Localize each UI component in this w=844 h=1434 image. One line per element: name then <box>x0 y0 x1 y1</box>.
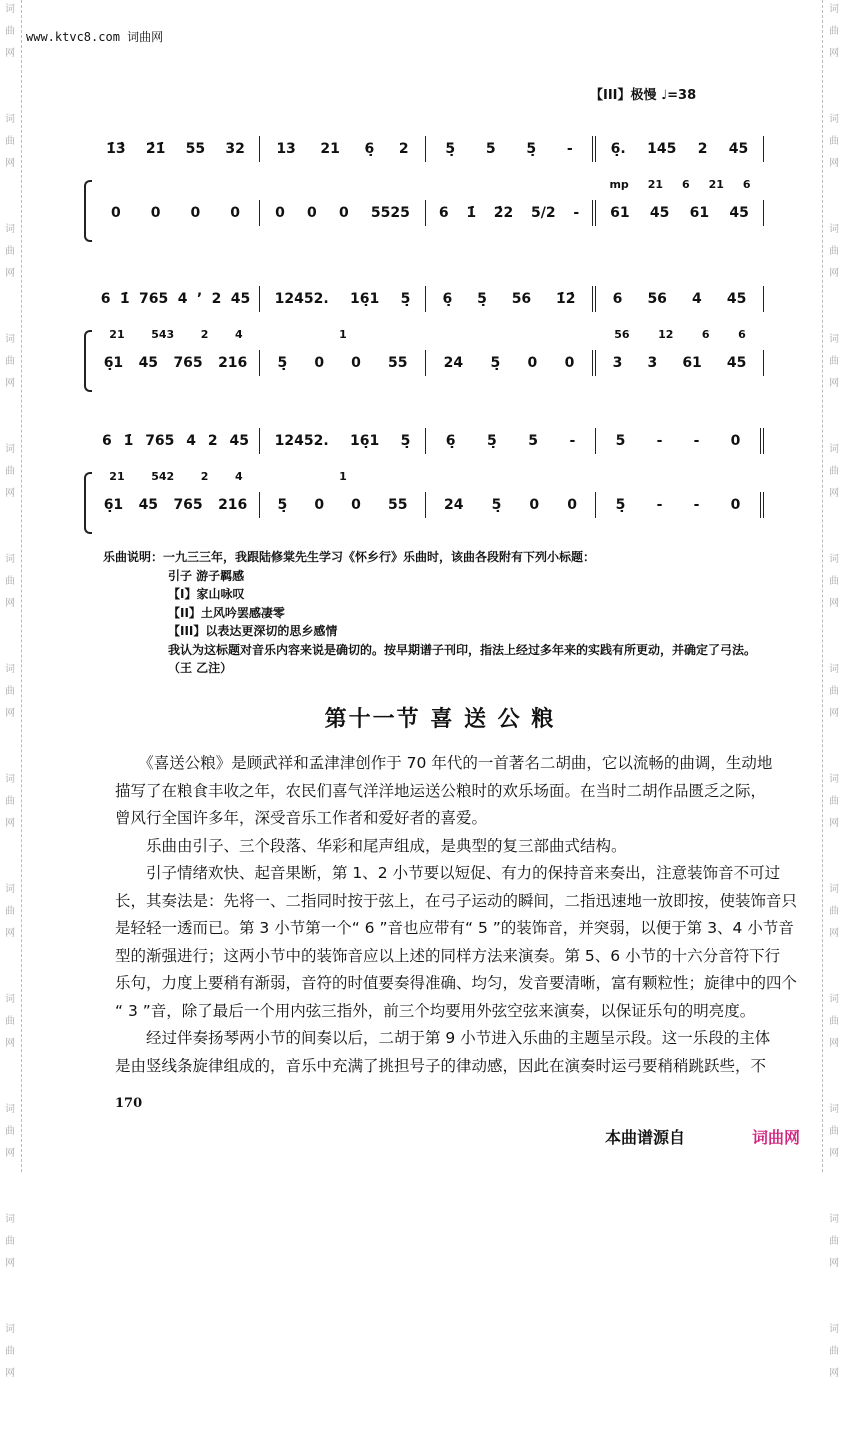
paragraph-line: 是轻轻一透而已。第 3 小节第一个“ 6 ”音也应带有“ 5 ”的装饰音，并突弱，以便于第 3、4 小节音 <box>115 919 794 937</box>
measure <box>596 350 764 376</box>
watermark-char: 词 <box>5 1214 15 1225</box>
note-token: 55 <box>387 355 408 371</box>
note-token: 0 <box>351 497 361 513</box>
note-token: - <box>656 433 663 449</box>
note-token: 5̣ <box>400 433 411 449</box>
measure <box>260 326 426 342</box>
measure <box>92 428 260 454</box>
watermark-char: 网 <box>829 928 839 939</box>
note-token: 1̇2̇ <box>556 291 576 307</box>
score-system <box>92 118 764 248</box>
note-token: 21 <box>109 327 125 341</box>
watermark-char: 词 <box>5 334 15 345</box>
note-token: 32 <box>225 141 245 157</box>
note-token: 6 <box>100 291 111 307</box>
measure <box>92 136 260 162</box>
paragraph-line: 乐曲由引子、三个段落、华彩和尾声组成，是典型的复三部曲式结构。 <box>115 836 627 855</box>
watermark-char: 网 <box>829 1038 839 1049</box>
note-token: 542 <box>151 469 175 483</box>
measure <box>596 326 764 342</box>
watermark-char: 词 <box>5 4 15 15</box>
section-title: 第十一节 喜 送 公 粮 <box>324 707 556 732</box>
note-token: 2 <box>200 469 209 483</box>
staff-bracket-icon <box>84 180 92 242</box>
note-token: 6̣ <box>445 433 456 449</box>
note-token: 61 <box>682 355 702 371</box>
measure <box>260 136 426 162</box>
left-margin-line <box>21 0 22 1172</box>
note-token: 6 <box>738 327 746 341</box>
watermark-char: 网 <box>5 708 15 719</box>
note-token: 61 <box>689 205 710 221</box>
watermark-char: 词 <box>829 224 839 235</box>
note-token: 0 <box>190 205 201 221</box>
note-token: 0 <box>730 433 741 449</box>
note-token: 5̣ <box>477 291 487 307</box>
notes-line: 引子 游子羁感 <box>168 568 245 583</box>
watermark-char: 曲 <box>5 686 15 697</box>
watermark-char: 网 <box>5 1368 15 1379</box>
right-margin-line <box>822 0 823 1172</box>
note-token: 5̣ <box>486 433 497 449</box>
note-token: 0 <box>564 355 575 371</box>
note-token: mp <box>609 177 629 191</box>
staff-bracket-icon <box>84 472 92 534</box>
note-token: 6 <box>101 433 112 449</box>
watermark-char: 曲 <box>5 246 15 257</box>
measure <box>426 136 596 162</box>
watermark-char: 网 <box>5 1148 15 1159</box>
note-token: 6̣1 <box>103 497 124 513</box>
note-token: 1̇ <box>119 291 130 307</box>
note-token: 2 <box>207 433 218 449</box>
source-label: 本曲谱源自 <box>605 1128 686 1147</box>
note-token: 45 <box>138 497 159 513</box>
watermark-char: 词 <box>829 664 839 675</box>
watermark-char: 曲 <box>5 576 15 587</box>
measure <box>260 492 426 518</box>
notes-line: 【II】土风吟罢感凄零 <box>168 605 285 620</box>
note-token: 16̣1 <box>350 291 380 307</box>
note-token: 5 <box>615 433 626 449</box>
watermark-char: 曲 <box>829 796 839 807</box>
note-token: 765 <box>145 433 175 449</box>
note-token: 1̇3̇ <box>106 141 126 157</box>
measure <box>92 326 260 342</box>
note-token: 765 <box>139 291 169 307</box>
measure <box>426 350 596 376</box>
watermark-char: 曲 <box>5 136 15 147</box>
watermark-char: 曲 <box>5 1236 15 1247</box>
note-token: 6̣ <box>364 141 375 157</box>
watermark-char: 网 <box>5 818 15 829</box>
note-token: - <box>566 141 573 157</box>
note-token: 0 <box>338 205 349 221</box>
watermark-char: 词 <box>5 1324 15 1335</box>
note-token: 13 <box>276 141 296 157</box>
note-token: 216 <box>218 497 248 513</box>
paragraph-line: 是由竖线条旋律组成的，音乐中充满了挑担号子的律动感，因此在演奏时运弓要稍稍跳跃些，不 <box>115 1056 767 1075</box>
note-token: 45 <box>726 355 747 371</box>
watermark-char: 曲 <box>5 466 15 477</box>
note-token: 2 <box>697 141 708 157</box>
site-header[interactable]: www.ktvc8.com 词曲网 <box>26 30 164 44</box>
note-token: 21 <box>708 177 724 191</box>
note-token: 12 <box>658 327 674 341</box>
watermark-char: 网 <box>5 158 15 169</box>
note-token: 45 <box>729 205 749 221</box>
note-token: 5̣ <box>526 141 537 157</box>
note-token: 0 <box>527 355 538 371</box>
watermark-char: 网 <box>829 488 839 499</box>
note-token: 3 <box>647 355 658 371</box>
watermark-char: 网 <box>829 1368 839 1379</box>
note-token: 6 <box>438 205 449 221</box>
note-token: 5/2 <box>531 205 556 221</box>
watermark-char: 曲 <box>829 1016 839 1027</box>
watermark-char: 词 <box>829 1104 839 1115</box>
note-token: 5̣ <box>277 497 288 513</box>
note-token: 2 <box>211 291 222 307</box>
note-token: 16̣1 <box>350 433 380 449</box>
note-token: 55 <box>387 497 408 513</box>
watermark-char: 词 <box>829 444 839 455</box>
watermark-char: 曲 <box>5 1016 15 1027</box>
note-token: 5̣ <box>277 355 288 371</box>
notes-line: 【III】以表达更深切的思乡感情 <box>168 624 338 638</box>
note-token: - <box>693 433 700 449</box>
watermark-char: 曲 <box>829 1126 839 1137</box>
note-token: 5̣ <box>615 497 626 513</box>
measure <box>426 176 596 192</box>
lower-staff <box>92 492 764 518</box>
note-token: - <box>569 433 576 449</box>
tempo-marking: 【III】极慢 ♩=38 <box>590 88 697 103</box>
notes-line: 我认为这标题对音乐内容来说是确切的。按早期谱子刊印，指法上经过多年来的实践有所更动，并确定了弓法。 <box>168 642 757 657</box>
watermark-char: 曲 <box>829 356 839 367</box>
watermark-char: 词 <box>5 1104 15 1115</box>
paragraph-line: 长，其奏法是：先将一、二指同时按于弦上，在弓子运动的瞬间，二指迅速地一放即按，使装饰音只 <box>115 891 798 910</box>
page-number: 170 <box>115 1096 143 1111</box>
note-token: 765 <box>173 355 203 371</box>
note-token: 145 <box>647 141 677 157</box>
watermark-char: 网 <box>829 598 839 609</box>
measure <box>596 200 764 226</box>
note-token: 2 <box>200 327 209 341</box>
watermark-char: 曲 <box>829 26 839 37</box>
watermark-char: 词 <box>829 114 839 125</box>
watermark-char: 曲 <box>829 136 839 147</box>
note-token: 0 <box>307 205 317 221</box>
watermark-char: 网 <box>829 1258 839 1269</box>
note-token: 216 <box>218 355 248 371</box>
note-token: 45 <box>649 205 670 221</box>
note-token: 1̇ <box>466 205 477 221</box>
measure <box>92 176 260 192</box>
note-token: 6̣1 <box>103 355 124 371</box>
measure <box>426 326 596 342</box>
upper-staff <box>92 136 764 162</box>
watermark-char: 词 <box>5 774 15 785</box>
note-token: 1 <box>339 327 347 341</box>
note-token: 4 <box>177 291 188 307</box>
watermark-char: 曲 <box>5 356 15 367</box>
watermark-char: 词 <box>5 994 15 1005</box>
note-token: 543 <box>151 327 175 341</box>
note-token: 2̇2 <box>493 205 514 221</box>
watermark-char: 网 <box>829 158 839 169</box>
measure <box>260 286 426 312</box>
note-token: 56 <box>511 291 532 307</box>
note-token: 0 <box>314 355 325 371</box>
measure <box>92 492 260 518</box>
paragraph-line: 《喜送公粮》是顾武祥和孟津津创作于 70 年代的一首著名二胡曲，它以流畅的曲调，生动地 <box>115 754 773 772</box>
measure <box>92 350 260 376</box>
note-token: 0 <box>730 497 741 513</box>
note-token: 1 <box>339 469 347 483</box>
watermark-char: 网 <box>829 48 839 59</box>
note-token: ’ <box>196 291 203 307</box>
watermark-char: 曲 <box>829 906 839 917</box>
watermark-char: 网 <box>5 268 15 279</box>
note-token: 0 <box>529 497 540 513</box>
measure <box>596 492 764 518</box>
note-token: 0 <box>567 497 577 513</box>
measure <box>92 200 260 226</box>
watermark-char: 曲 <box>5 796 15 807</box>
watermark-char: 网 <box>829 818 839 829</box>
measure <box>260 468 426 484</box>
watermark-char: 网 <box>5 48 15 59</box>
watermark-char: 词 <box>829 4 839 15</box>
paragraph-line: 描写了在粮食丰收之年，农民们喜气洋洋地运送公粮时的欢乐场面。在当时二胡作品匮乏之际， <box>115 781 767 800</box>
note-token: 12452. <box>274 291 329 307</box>
note-token: - <box>573 205 580 221</box>
upper-staff <box>92 286 764 312</box>
watermark-char: 网 <box>5 1258 15 1269</box>
paragraph-line: 经过伴奏扬琴两小节的间奏以后，二胡于第 9 小节进入乐曲的主题呈示段。这一乐段的主体 <box>115 1029 771 1047</box>
watermark-char: 网 <box>5 488 15 499</box>
watermark-char: 网 <box>829 268 839 279</box>
watermark-char: 网 <box>829 708 839 719</box>
note-token: 21 <box>109 469 125 483</box>
notes-line: （王 乙注） <box>168 661 233 675</box>
watermark-char: 曲 <box>829 1346 839 1357</box>
watermark-char: 词 <box>829 334 839 345</box>
measure <box>596 428 764 454</box>
watermark-char: 词 <box>829 994 839 1005</box>
note-token: 765 <box>173 497 203 513</box>
measure <box>426 428 596 454</box>
watermark-char: 曲 <box>5 906 15 917</box>
note-token: 45 <box>726 291 747 307</box>
staff-bracket-icon <box>84 330 92 392</box>
watermark-char: 词 <box>829 774 839 785</box>
note-token: 5̣ <box>445 141 456 157</box>
upper-staff <box>92 428 764 454</box>
score-system <box>92 410 764 540</box>
measure <box>596 468 764 484</box>
note-token: 4 <box>235 327 243 341</box>
note-token: 2̇1̇ <box>145 141 166 157</box>
lower-staff-top <box>92 326 764 342</box>
paragraph-line: “ 3 ”音，除了最后一个用内弦三指外，前三个均要用外弦空弦来演奏，以保证乐句的明亮度。 <box>115 1001 756 1020</box>
watermark-char: 词 <box>5 554 15 565</box>
watermark-char: 词 <box>829 1324 839 1335</box>
note-token: 0 <box>150 205 161 221</box>
watermark-char: 网 <box>5 598 15 609</box>
watermark-char: 曲 <box>829 686 839 697</box>
note-token: 24 <box>443 355 464 371</box>
note-token: 3 <box>612 355 623 371</box>
watermark-char: 网 <box>829 1148 839 1159</box>
note-token: 0 <box>351 355 361 371</box>
measure <box>596 176 764 192</box>
note-token: 5525 <box>370 205 410 221</box>
note-token: 2 <box>398 141 409 157</box>
music-notes <box>103 548 756 678</box>
note-token: 5 <box>528 433 538 449</box>
notes-line: 【I】家山咏叹 <box>168 587 245 601</box>
note-token: 21 <box>647 177 664 191</box>
paragraph-line: 型的渐强进行；这两小节中的装饰音应以上述的同样方法来演奏。第 5、6 小节的十六分音符下行 <box>115 946 781 965</box>
note-token: 56 <box>647 291 667 307</box>
score-system <box>92 268 764 398</box>
watermark-char: 词 <box>5 224 15 235</box>
measure <box>426 492 596 518</box>
measure <box>426 286 596 312</box>
measure <box>426 200 596 226</box>
watermark-char: 曲 <box>829 246 839 257</box>
note-token: 6 <box>682 177 690 191</box>
note-token: 45 <box>230 291 251 307</box>
note-token: 0 <box>314 497 325 513</box>
note-token: 4 <box>235 469 243 483</box>
note-token: 45 <box>138 355 159 371</box>
note-token: 45 <box>229 433 250 449</box>
note-token: 6̣ <box>442 291 453 307</box>
note-token: 5 <box>485 141 496 157</box>
measure <box>260 200 426 226</box>
note-token: 4 <box>692 291 702 307</box>
note-token: 5̣ <box>490 355 501 371</box>
notes-label: 乐曲说明：一九三三年，我跟陆修棠先生学习《怀乡行》乐曲时，该曲各段附有下列小标题： <box>103 550 596 564</box>
measure <box>260 176 426 192</box>
watermark-char: 词 <box>5 444 15 455</box>
watermark-char: 曲 <box>5 26 15 37</box>
note-token: 61 <box>610 205 630 221</box>
note-token: - <box>656 497 663 513</box>
watermark-char: 词 <box>5 884 15 895</box>
measure <box>92 468 260 484</box>
measure <box>596 136 764 162</box>
note-token: 0 <box>111 205 121 221</box>
body-text <box>115 750 798 1080</box>
watermark-char: 词 <box>829 554 839 565</box>
watermark-char: 曲 <box>5 1126 15 1137</box>
note-token: - <box>693 497 700 513</box>
measure <box>260 350 426 376</box>
note-token: 6 <box>701 327 710 341</box>
watermark-char: 曲 <box>829 466 839 477</box>
watermark-char: 词 <box>5 114 15 125</box>
note-token: 5̣ <box>491 497 502 513</box>
note-token: 6 <box>612 291 623 307</box>
watermark-char: 网 <box>5 928 15 939</box>
note-token: 6̣. <box>610 141 626 157</box>
measure <box>92 286 260 312</box>
note-token: 1̇ <box>123 433 134 449</box>
note-token: 5̣ <box>400 291 411 307</box>
watermark-char: 词 <box>829 884 839 895</box>
paragraph-line: 引子情绪欢快、起音果断，第 1、2 小节要以短促、有力的保持音来奏出，注意装饰音不可过 <box>115 864 781 882</box>
watermark-char: 曲 <box>829 576 839 587</box>
watermark-char: 词 <box>829 1214 839 1225</box>
source-link[interactable]: 词曲网 <box>752 1128 801 1147</box>
watermark-char: 网 <box>5 378 15 389</box>
note-token: 55 <box>185 141 206 157</box>
paragraph-line: 曾风行全国许多年，深受音乐工作者和爱好者的喜爱。 <box>115 809 488 827</box>
paragraph-line: 乐句，力度上要稍有渐弱，音符的时值要奏得准确、均匀，发音要清晰，富有颗粒性；旋律中的四个 <box>115 974 798 992</box>
note-token: 6 <box>742 177 751 191</box>
note-token: 4 <box>186 433 197 449</box>
measure <box>426 468 596 484</box>
note-token: 56 <box>614 327 630 341</box>
note-token: 0 <box>275 205 285 221</box>
lower-staff <box>92 200 764 226</box>
note-token: 24 <box>444 497 464 513</box>
watermark-char: 网 <box>5 1038 15 1049</box>
measure <box>596 286 764 312</box>
watermark-char: 网 <box>829 378 839 389</box>
note-token: 45 <box>728 141 749 157</box>
lower-staff <box>92 350 764 376</box>
lower-staff-top <box>92 468 764 484</box>
note-token: 21 <box>320 141 340 157</box>
lower-staff-top <box>92 176 764 192</box>
watermark-char: 曲 <box>829 1236 839 1247</box>
watermark-char: 曲 <box>5 1346 15 1357</box>
note-token: 12452. <box>274 433 329 449</box>
watermark-char: 词 <box>5 664 15 675</box>
measure <box>260 428 426 454</box>
note-token: 0 <box>230 205 240 221</box>
